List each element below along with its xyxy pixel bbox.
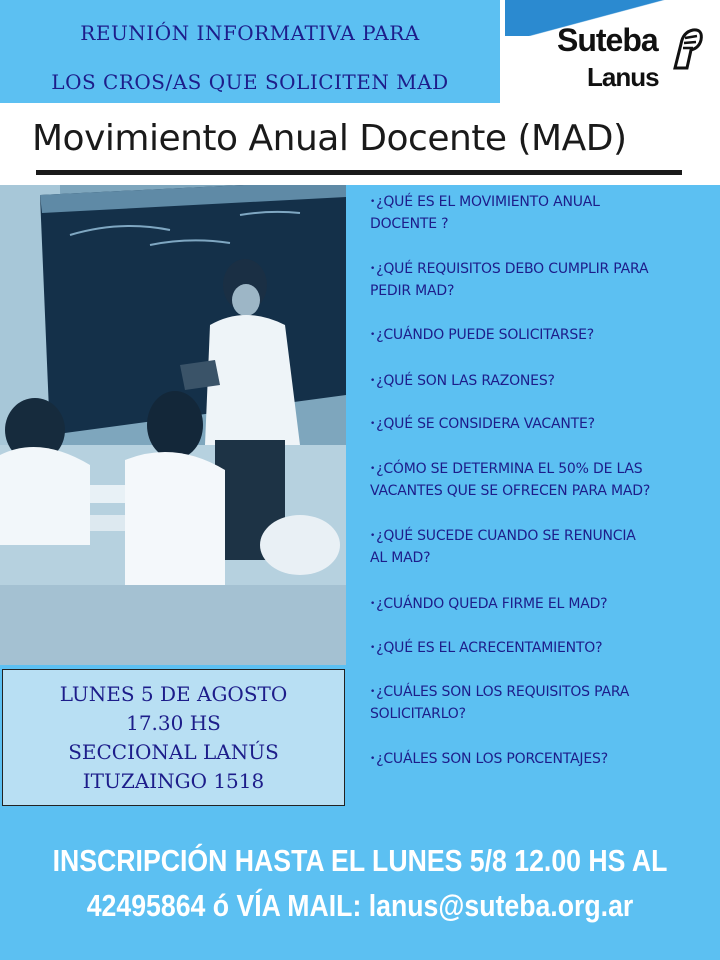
bullet-icon: • (370, 754, 376, 764)
bullet-icon: • (370, 464, 376, 474)
bullet-icon: • (370, 643, 376, 653)
question-item: •¿QUÉ ES EL ACRECENTAMIENTO? (370, 640, 603, 656)
registration-line-1: INSCRIPCIÓN HASTA EL LUNES 5/8 12.00 HS AL (52, 843, 668, 878)
banner-line-2: LOS CROS/AS QUE SOLICITEN MAD (51, 70, 449, 94)
question-item: •¿QUÉ SON LAS RAZONES? (370, 373, 555, 389)
logo-city: Lanus (587, 62, 659, 92)
event-date: LUNES 5 DE AGOSTO (59, 682, 288, 706)
question-item: •¿QUÉ SE CONSIDERA VACANTE? (370, 416, 595, 432)
hand-pen-icon (667, 24, 707, 72)
logo-name: Suteba (557, 22, 658, 58)
banner-line-1: REUNIÓN INFORMATIVA PARA (80, 21, 420, 45)
bullet-icon: • (370, 264, 376, 274)
suteba-logo (505, 0, 720, 105)
bullet-icon: • (370, 376, 376, 386)
question-item: •¿CUÁLES SON LOS REQUISITOS PARA SOLICITARLO? (370, 684, 630, 722)
bullet-icon: • (370, 419, 376, 429)
bullet-icon: • (370, 197, 376, 207)
event-details-box (2, 669, 345, 806)
question-item: •¿CÓMO SE DETERMINA EL 50% DE LAS VACANTES QUE SE OFRECEN PARA MAD? (370, 461, 651, 499)
bullet-icon: • (370, 531, 376, 541)
question-item: •¿QUÉ ES EL MOVIMIENTO ANUAL DOCENTE ? (370, 194, 600, 232)
classroom-photo (0, 185, 346, 665)
bullet-icon: • (370, 330, 376, 340)
event-place: SECCIONAL LANÚS (68, 740, 279, 764)
question-item: •¿CUÁLES SON LOS PORCENTAJES? (370, 751, 608, 767)
registration-line-2: 42495864 ó VÍA MAIL: lanus@suteba.org.ar (86, 888, 634, 923)
question-item: •¿CUÁNDO QUEDA FIRME EL MAD? (370, 596, 608, 612)
question-item: •¿QUÉ SUCEDE CUANDO SE RENUNCIA AL MAD? (370, 528, 636, 566)
event-address: ITUZAINGO 1518 (82, 769, 265, 793)
title-underline (36, 170, 682, 175)
header-banner (0, 0, 500, 103)
question-item: •¿CUÁNDO PUEDE SOLICITARSE? (370, 327, 594, 343)
question-item: •¿QUÉ REQUISITOS DEBO CUMPLIR PARA PEDIR MAD? (370, 261, 649, 299)
bullet-icon: • (370, 599, 376, 609)
bullet-icon: • (370, 687, 376, 697)
event-time: 17.30 HS (126, 711, 221, 735)
page-title: Movimiento Anual Docente (MAD) (32, 118, 627, 159)
